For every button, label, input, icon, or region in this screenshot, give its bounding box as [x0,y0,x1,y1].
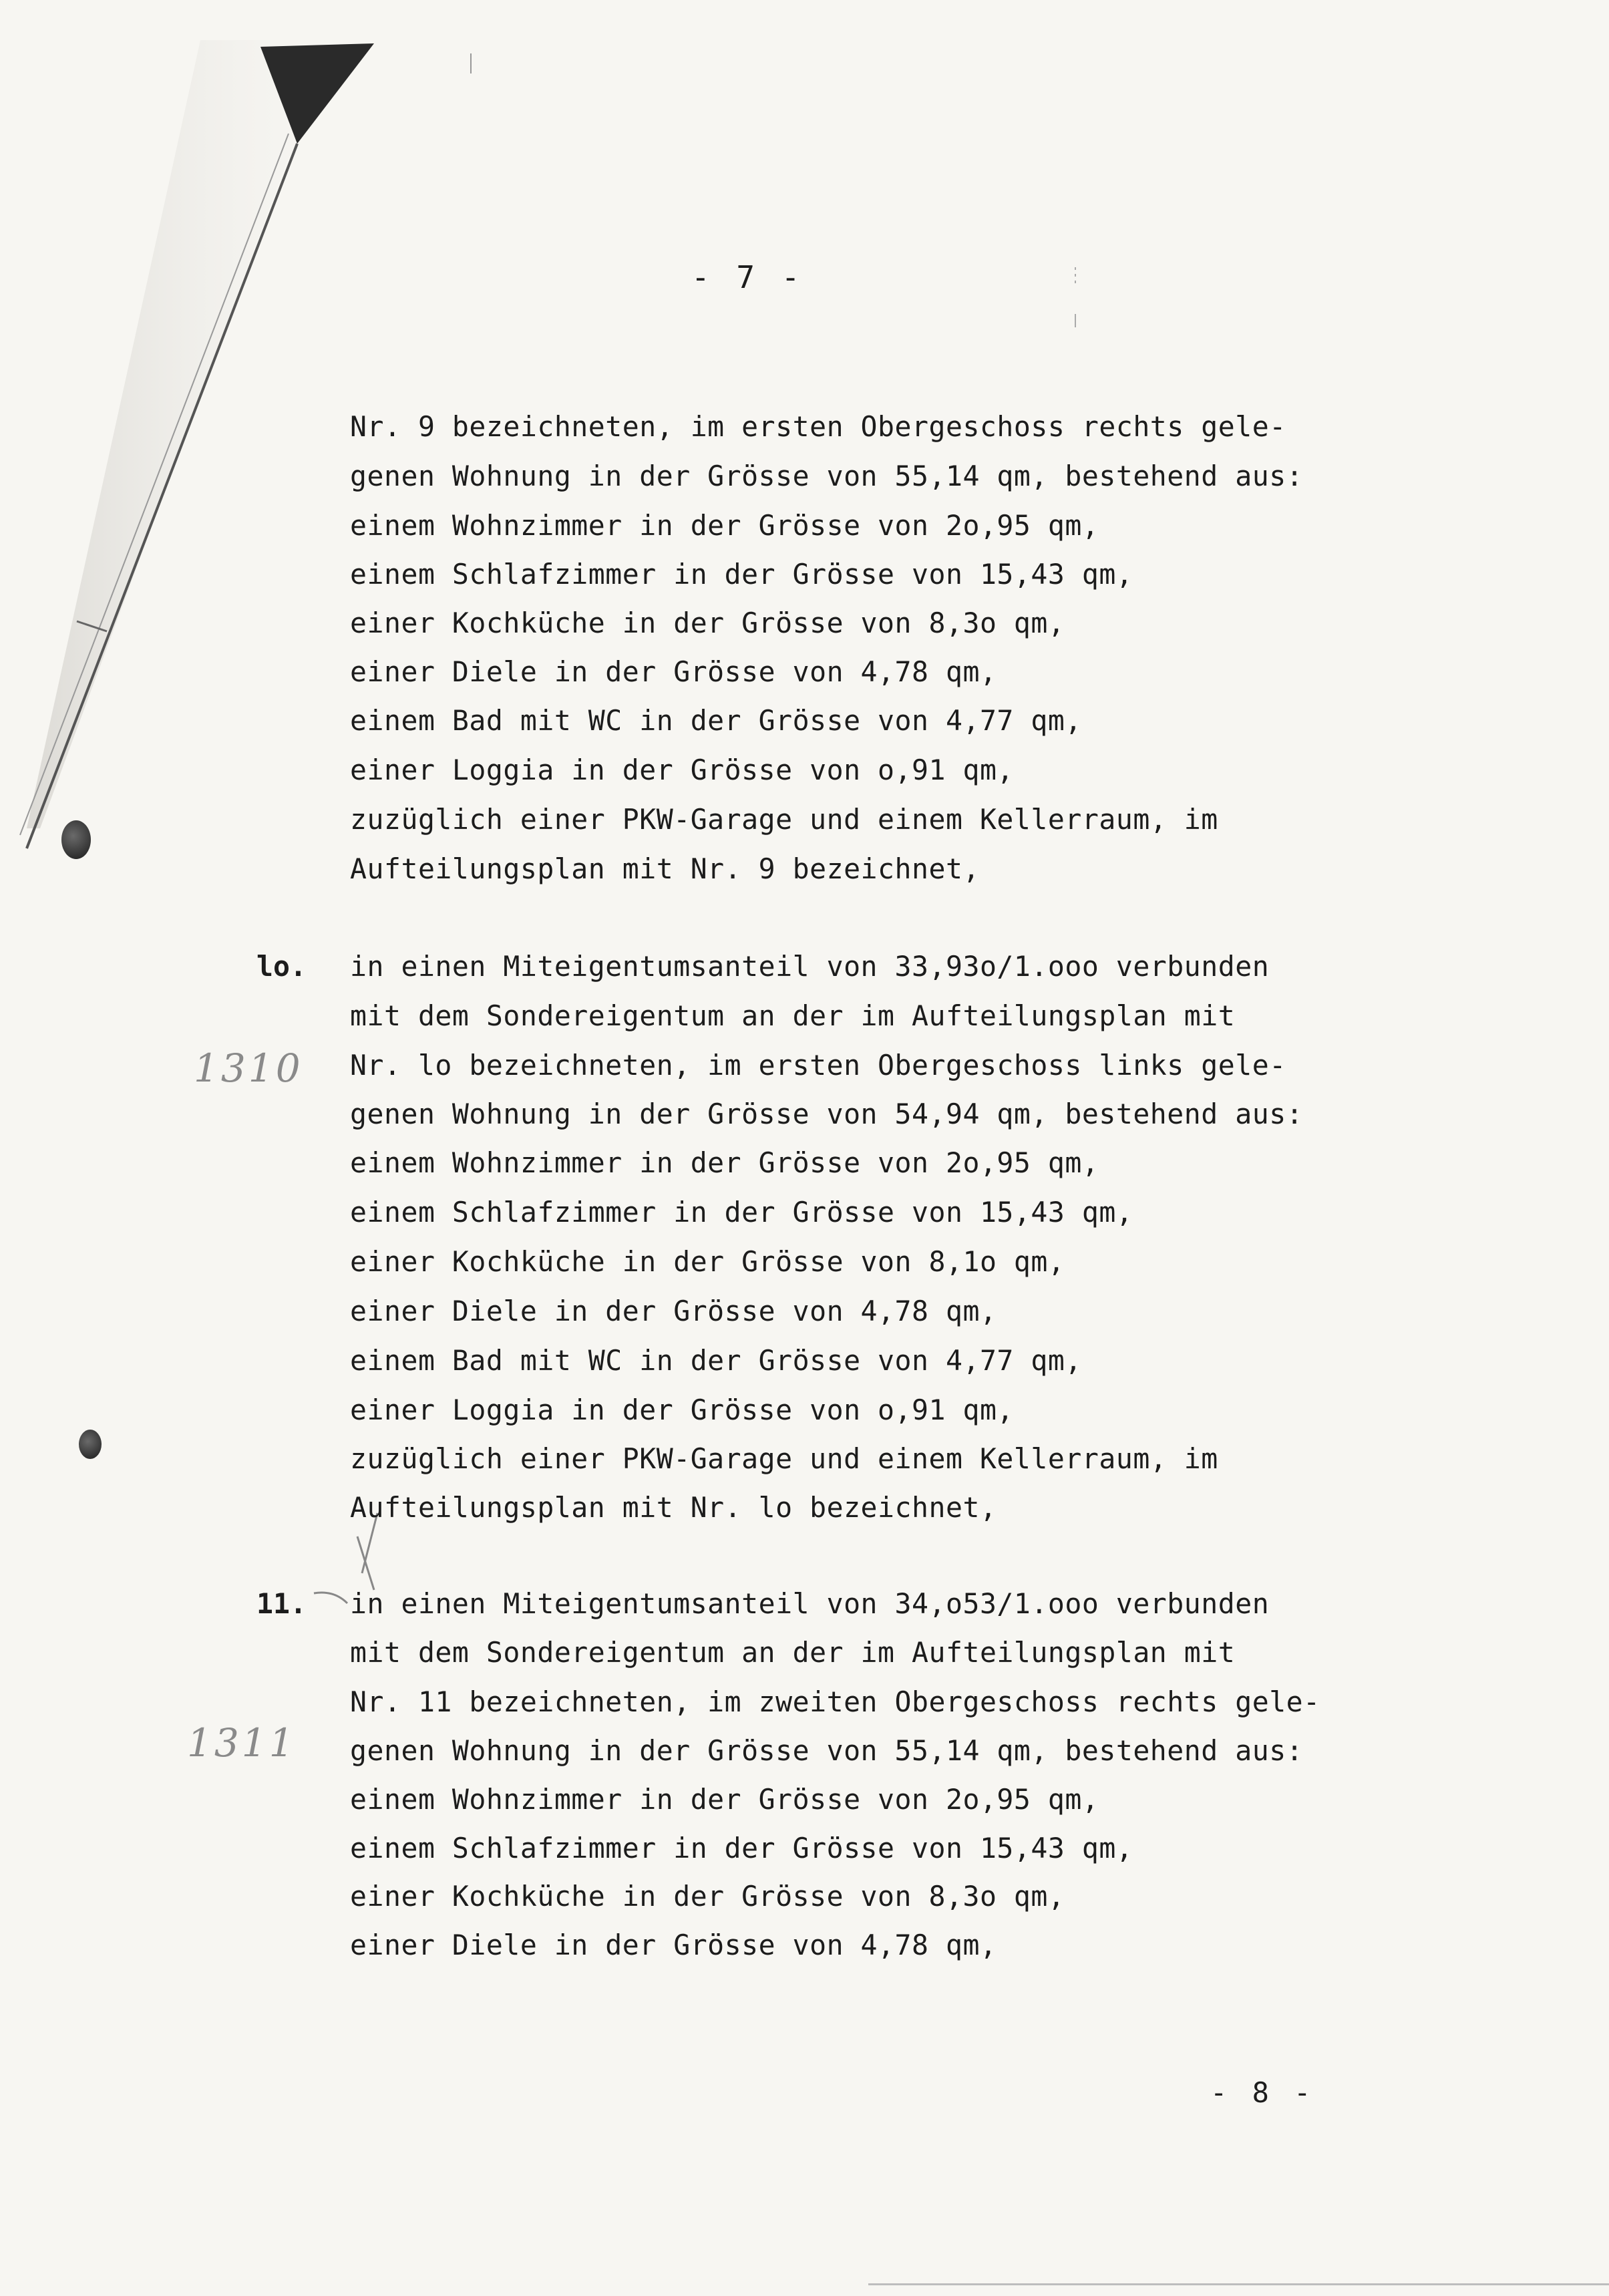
punch-hole-bottom [79,1430,102,1459]
text-line: genen Wohnung in der Grösse von 54,94 qm, bestehend aus: [350,1098,1304,1130]
item-number-11: 11. [256,1587,307,1620]
text-line: Aufteilungsplan mit Nr. lo bezeichnet, [350,1491,997,1524]
text-line: einer Loggia in der Grösse von o,91 qm, [350,754,1014,786]
text-line: einer Diele in der Grösse von 4,78 qm, [350,1929,997,1961]
text-line: einem Schlafzimmer in der Grösse von 15,43 qm, [350,558,1133,591]
text-line: Nr. 11 bezeichneten, im zweiten Obergeschoss rechts gele- [350,1685,1320,1718]
text-line: einem Bad mit WC in der Grösse von 4,77 qm, [350,704,1082,737]
margin-note-10: 1310 [194,1045,303,1091]
text-line: einem Schlafzimmer in der Grösse von 15,43 qm, [350,1196,1133,1228]
text-line: einer Kochküche in der Grösse von 8,3o qm, [350,1880,1065,1913]
bottom-rule [868,2283,1609,2285]
text-line: einer Diele in der Grösse von 4,78 qm, [350,655,997,688]
text-line: einer Diele in der Grösse von 4,78 qm, [350,1295,997,1327]
text-line: mit dem Sondereigentum an der im Aufteilungsplan mit [350,1636,1236,1669]
item-number-10: lo. [256,950,307,983]
text-line: genen Wohnung in der Grösse von 55,14 qm, bestehend aus: [350,1734,1304,1767]
text-line: einem Schlafzimmer in der Grösse von 15,43 qm, [350,1832,1133,1864]
text-line: einer Kochküche in der Grösse von 8,1o qm, [350,1245,1065,1278]
text-line: in einen Miteigentumsanteil von 33,93o/1.ooo verbunden [350,950,1270,983]
text-line: einer Loggia in der Grösse von o,91 qm, [350,1393,1014,1426]
text-line: einem Bad mit WC in der Grösse von 4,77 qm, [350,1344,1082,1377]
text-line: in einen Miteigentumsanteil von 34,o53/1.ooo verbunden [350,1587,1270,1620]
text-line: einem Wohnzimmer in der Grösse von 2o,95 qm, [350,509,1099,542]
text-line: Nr. 9 bezeichneten, im ersten Obergeschoss rechts gele- [350,410,1286,443]
text-line: Aufteilungsplan mit Nr. 9 bezeichnet, [350,852,980,885]
text-line: genen Wohnung in der Grösse von 55,14 qm, bestehend aus: [350,460,1304,492]
text-line: einem Wohnzimmer in der Grösse von 2o,95 qm, [350,1146,1099,1179]
text-line: zuzüglich einer PKW-Garage und einem Kellerraum, im [350,803,1218,836]
text-line: einer Kochküche in der Grösse von 8,3o qm, [350,607,1065,639]
text-line: zuzüglich einer PKW-Garage und einem Kellerraum, im [350,1442,1218,1475]
text-line: mit dem Sondereigentum an der im Aufteilungsplan mit [350,999,1236,1032]
text-line: einem Wohnzimmer in der Grösse von 2o,95 qm, [350,1783,1099,1816]
page-number-top: - 7 - [691,259,804,295]
page-number-bottom: - 8 - [1210,2076,1315,2109]
text-line: Nr. lo bezeichneten, im ersten Obergeschoss links gele- [350,1049,1286,1082]
margin-note-11: 1311 [187,1720,297,1766]
punch-hole-top [61,820,91,859]
